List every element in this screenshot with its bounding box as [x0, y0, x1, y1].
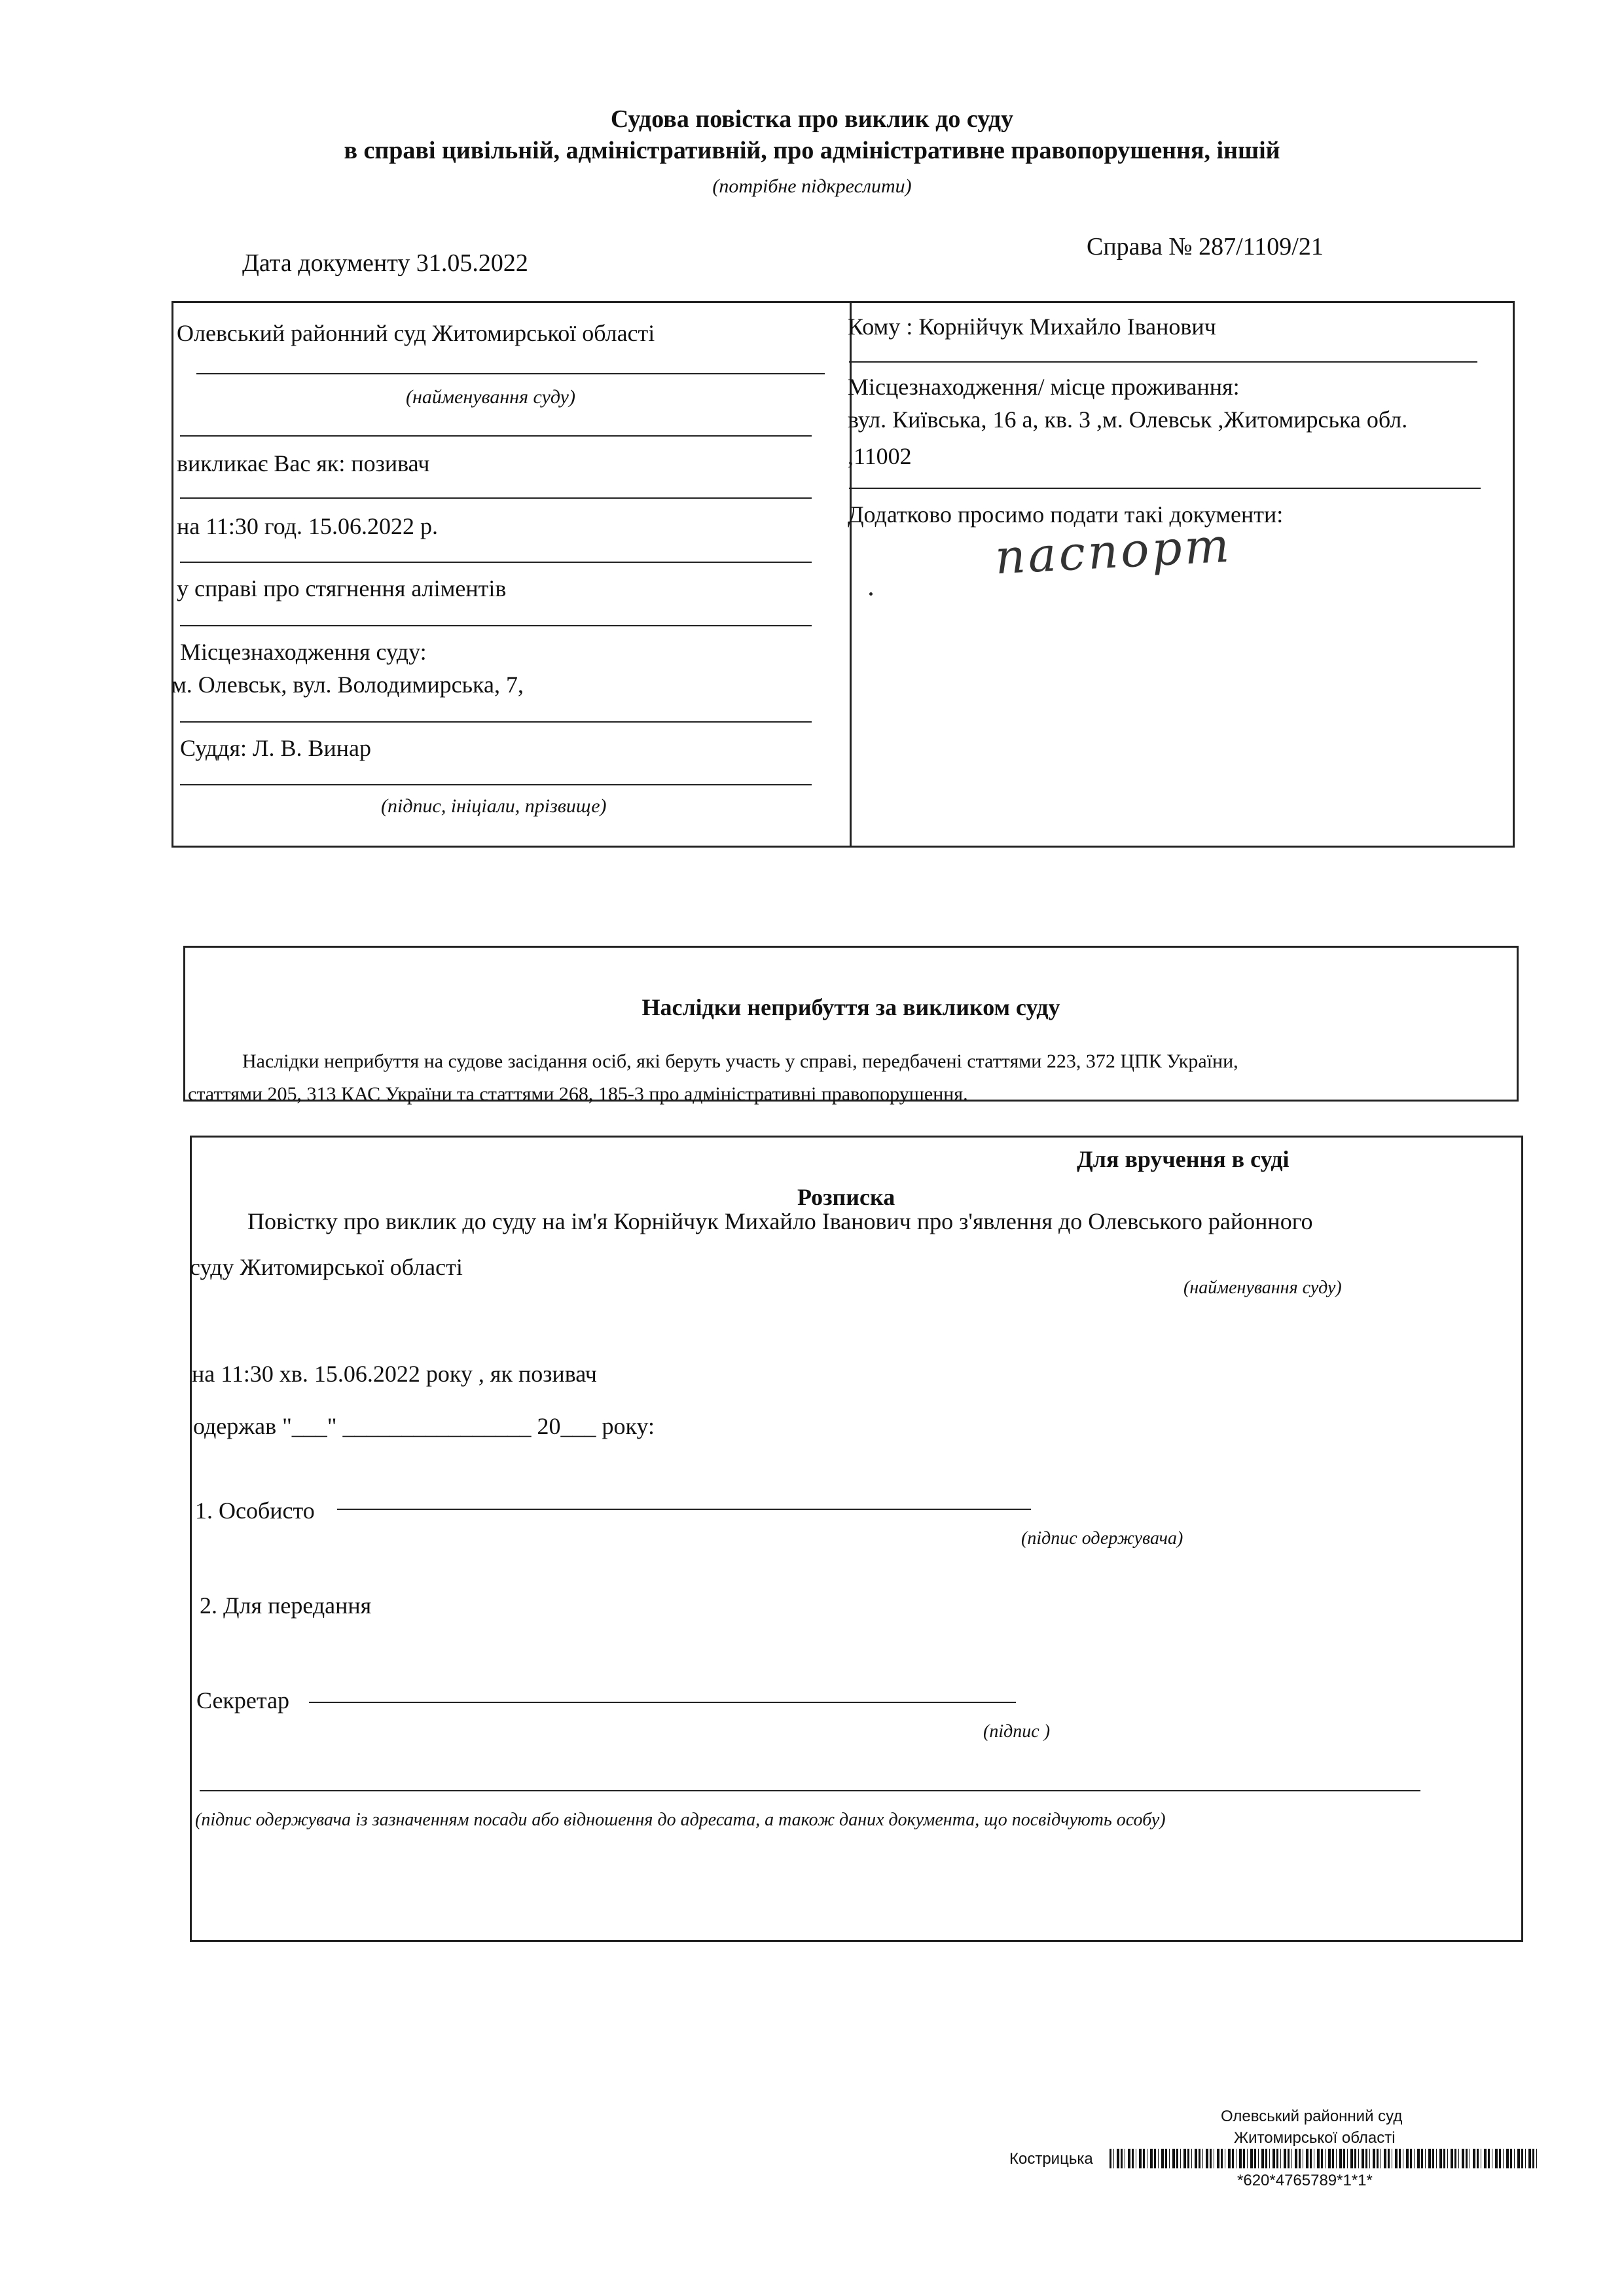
receipt-title: Розписка [797, 1184, 895, 1210]
stamp-line2: Житомирської області [1234, 2129, 1396, 2147]
case-subject: у справі про стягнення аліментів [177, 575, 507, 601]
court-location-label: Місцезнаходження суду: [180, 639, 427, 665]
summons-role: викликає Вас як: позивач [177, 450, 430, 476]
recipient-signature-caption: (підпис одержувача) [1021, 1528, 1183, 1549]
case-number: Справа № 287/1109/21 [1087, 233, 1324, 260]
secretary-label: Секретар [196, 1687, 290, 1713]
received-date: одержав "___" ________________ 20___ року: [193, 1413, 655, 1439]
consequences-text-line2: статтями 205, 313 КАС України та статтями 268, 185-3 про адміністративні правопорушення. [188, 1083, 968, 1105]
residence-label: Місцезнаходження/ місце проживання: [848, 374, 1240, 400]
documents-label: Додатково просимо подати такі документи: [848, 501, 1284, 528]
consequences-title: Наслідки неприбуття за викликом суду [641, 994, 1060, 1020]
personally-label: 1. Особисто [195, 1498, 315, 1524]
receipt-line2: суду Житомирської області [190, 1254, 463, 1280]
subtitle: (потрібне підкреслити) [712, 175, 912, 197]
barcode [1110, 2149, 1538, 2168]
title-line2: в справі цивільній, адміністративній, про адміністративне правопорушення, іншій [344, 137, 1280, 164]
dot-mark [869, 592, 873, 596]
court-location: м. Олевськ, вул. Володимирська, 7, [171, 672, 524, 698]
for-court-delivery: Для вручення в суді [1077, 1146, 1290, 1172]
receipt-line1: Повістку про виклик до суду на ім'я Корнійчук Михайло Іванович про з'явлення до Олевського районного [247, 1208, 1313, 1234]
clerk-name: Кострицька [1009, 2150, 1093, 2168]
recipient: Кому : Корнійчук Михайло Іванович [848, 314, 1216, 340]
consequences-text-line1: Наслідки неприбуття на судове засідання осіб, які беруть участь у справі, передбачені статтями 223, 372 ЦПК України, [242, 1050, 1238, 1072]
signature-caption: (підпис ) [983, 1721, 1051, 1742]
judge: Суддя: Л. В. Винар [180, 735, 371, 761]
judge-caption: (підпис, ініціали, прізвище) [381, 795, 607, 817]
document-date: Дата документу 31.05.2022 [242, 249, 528, 277]
court-name-caption: (найменування суду) [406, 386, 575, 408]
court-name: Олевський районний суд Житомирської області [177, 320, 655, 346]
consequences-box [183, 946, 1519, 1102]
barcode-text: *620*4765789*1*1* [1237, 2172, 1373, 2189]
title-line1: Судова повістка про виклик до суду [610, 105, 1014, 133]
hearing-time: на 11:30 год. 15.06.2022 р. [177, 513, 439, 539]
receipt-court-caption: (найменування суду) [1183, 1278, 1342, 1298]
transfer-label: 2. Для передання [200, 1592, 372, 1619]
residence-line1: вул. Київська, 16 а, кв. 3 ,м. Олевськ ,Житомирська обл. [848, 406, 1408, 433]
stamp-line1: Олевський районний суд [1221, 2108, 1403, 2125]
handwritten-note: паспорт [994, 517, 1233, 585]
receipt-time: на 11:30 хв. 15.06.2022 року , як позивач [192, 1361, 597, 1387]
bottom-signature-caption: (підпис одержувача із зазначенням посади або відношення до адресата, а також даних документа, що посвідчують особу) [195, 1810, 1166, 1830]
residence-line2: ,11002 [848, 443, 912, 469]
